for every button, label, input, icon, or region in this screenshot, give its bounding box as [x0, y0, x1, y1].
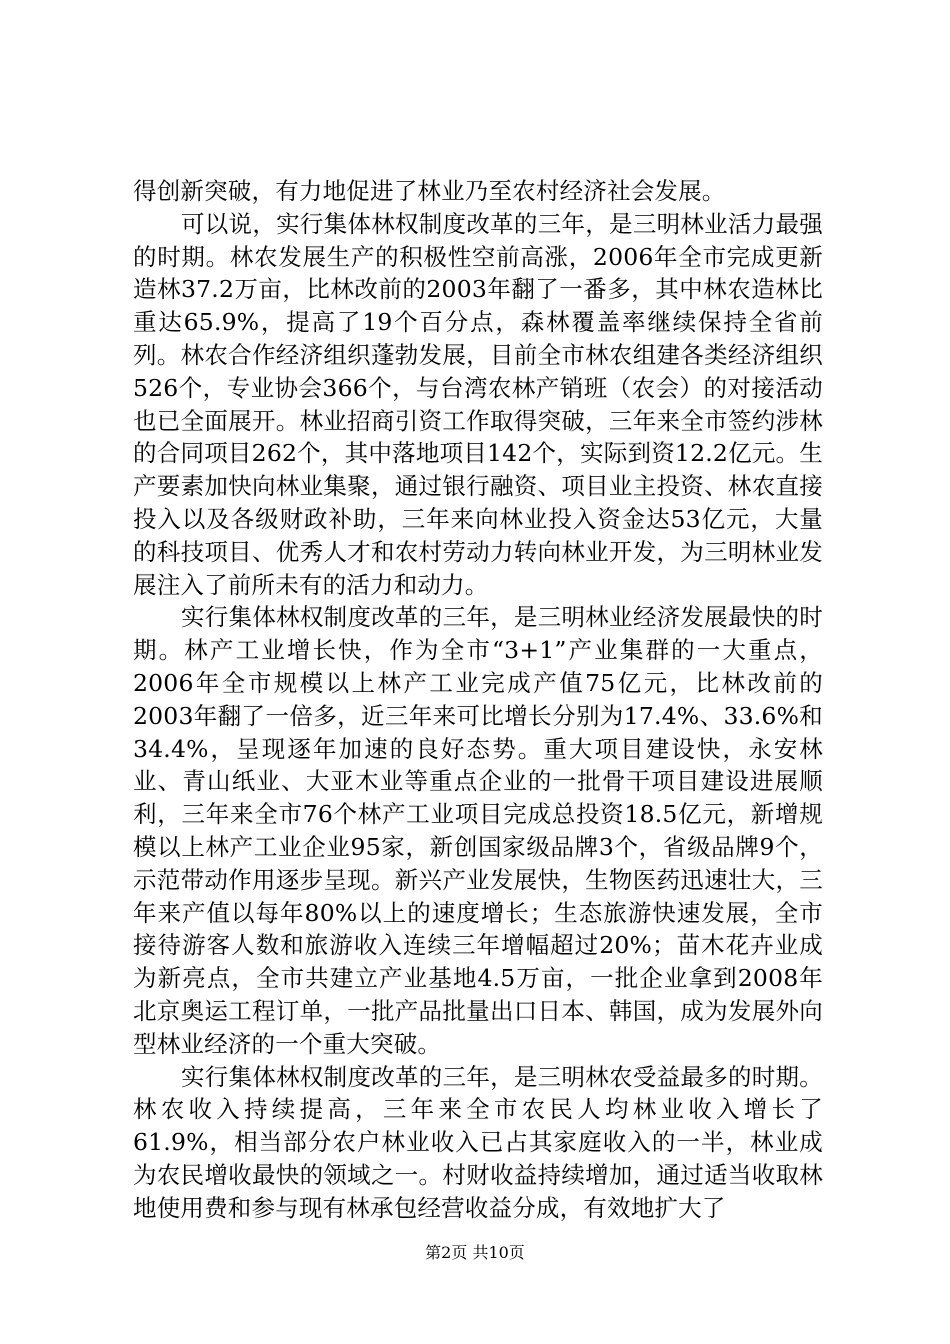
paragraph-farmer-benefits: 实行集体林权制度改革的三年，是三明林农受益最多的时期。林农收入持续提高，三年来全市农民人均林业收入增长了61.9%，相当部分农户林业收入已占其家庭收入的一半，林业成为农民增收最快的领域之一。村财收益持续增加，通过适当收取林地使用费和参与现有林承包经营收益分成，有效地扩大了 [133, 1062, 823, 1222]
document-body [133, 175, 823, 1225]
paragraph-continuation: 得创新突破，有力地促进了林业乃至农村经济社会发展。 [133, 177, 726, 205]
paragraph-forestry-economy: 实行集体林权制度改革的三年，是三明林业经济发展最快的时期。林产工业增长快，作为全市“3+1”产业集群的一大重点，2006年全市规模以上林产工业完成产值75亿元，比林改前的2003年翻了一倍多，近三年来可比增长分别为17.4%、33.6%和34.4%，呈现逐年加速的良好态势。重大项目建设快，永安林业、青山纸业、大亚木业等重点企业的一批骨干项目建设进展顺利，三年来全市76个林产工业项目完成总投资18.5亿元，新增规模以上林产工业企业95家，新创国家级品牌3个，省级品牌9个，示范带动作用逐步呈现。新兴产业发展快，生物医药迅速壮大，三年来产值以每年80%以上的速度增长；生态旅游快速发展，全市接待游客人数和旅游收入连续三年增幅超过20%；苗木花卉业成为新亮点，全市共建立产业基地4.5万亩，一批企业拿到2008年北京奥运工程订单，一批产品批量出口日本、韩国，成为发展外向型林业经济的一个重大突破。 [133, 603, 823, 1058]
page-number-footer: 第2页 共10页 [425, 1243, 525, 1262]
paragraph-forestry-vitality: 可以说，实行集体林权制度改革的三年，是三明林业活力最强的时期。林农发展生产的积极性空前高涨，2006年全市完成更新造林37.2万亩，比林改前的2003年翻了一番多，其中林农造林比重达65.9%，提高了19个百分点，森林覆盖率继续保持全省前列。林农合作经济组织蓬勃发展，目前全市林农组建各类经济组织526个，专业协会366个，与台湾农林产销班（农会）的对接活动也已全面展开。林业招商引资工作取得突破，三年来全市签约涉林的合同项目262个，其中落地项目142个，实际到资12.2亿元。生产要素加快向林业集聚，通过银行融资、项目业主投资、林农直接投入以及各级财政补助，三年来向林业投入资金达53亿元，大量的科技项目、优秀人才和农村劳动力转向林业开发，为三明林业发展注入了前所未有的活力和动力。 [133, 209, 823, 599]
